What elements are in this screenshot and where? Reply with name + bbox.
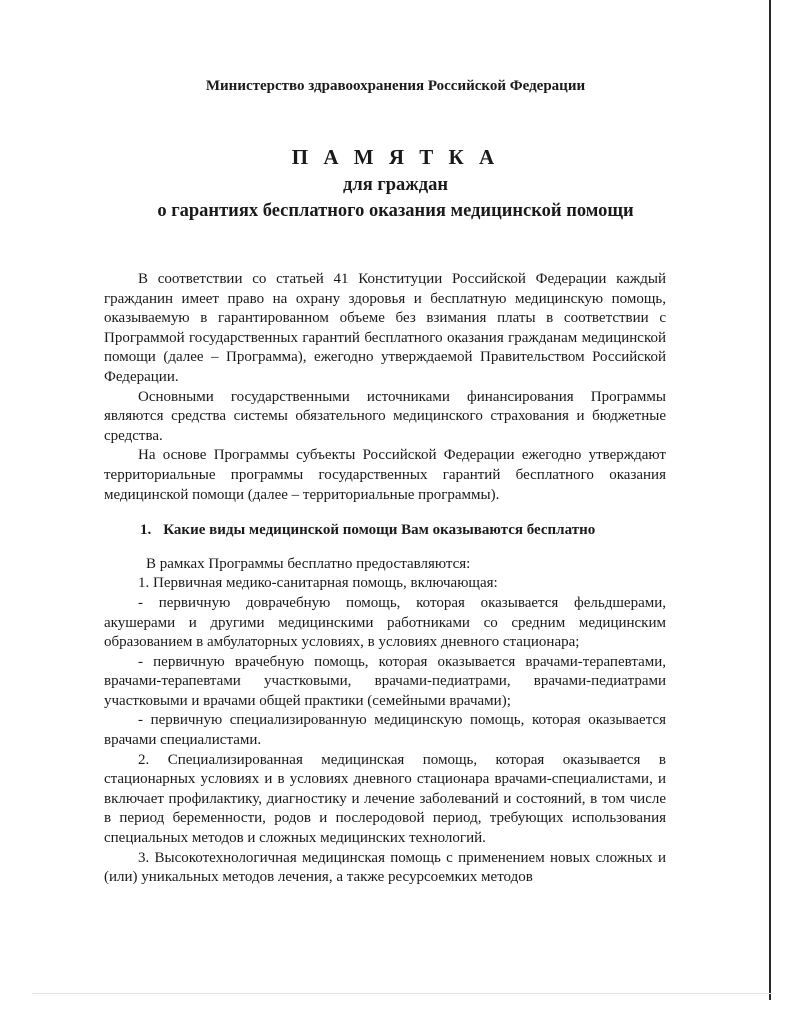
section-paragraph: 1. Первичная медико-санитарная помощь, включающая: [138,575,498,592]
section-paragraph: - первичную специализированную медицинскую помощь, которая оказывается врачами специалистами. [104,712,666,749]
section-paragraph: 3. Высокотехнологичная медицинская помощь с применением новых сложных и (или) уникальных методов лечения, а также ресурсоемких методов [104,849,666,886]
intro-paragraph: Основными государственными источниками финансирования Программы являются средства системы обязательного медицинского страхования и бюджетные средства. [104,388,666,444]
section-number: 1. [140,522,152,539]
section-title: Какие виды медицинской помощи Вам оказываются бесплатно [163,522,596,539]
section-heading [104,521,666,541]
document-subtitle-2: о гарантиях бесплатного оказания медицинской помощи [157,201,634,221]
section-paragraph: 2. Специализированная медицинская помощь, которая оказывается в стационарных условиях и в условиях дневного стационара врачами-специалистами, и включает профилактику, диагностику и лечение заболеваний и состояний, в том числе в период беременности, родов и послеродовой период, требующих использования специальных методов и сложных медицинских технологий. [104,751,666,847]
document-title: П А М Я Т К А [291,145,500,169]
intro-paragraph: На основе Программы субъекты Российской Федерации ежегодно утверждают территориальные программы государственных гарантий бесплатного оказания медицинской помощи (далее – территориальные программы). [104,447,666,503]
section-paragraph: В рамках Программы бесплатно предоставляются: [146,555,471,572]
ministry-heading: Министерство здравоохранения Российской Федерации [205,78,586,94]
intro-paragraph: В соответствии со статьей 41 Конституции Российской Федерации каждый гражданин имеет право на охрану здоровья и бесплатную медицинскую помощь, оказываемую в гарантированном объеме без взимания платы в соответствии с Программой государственных гарантий бесплатного оказания гражданам медицинской помощи (далее – Программа), ежегодно утверждаемой Правительством Российской Федерации. [104,271,666,385]
document-subtitle-1: для граждан [343,175,448,195]
scan-bottom-rule [32,993,772,994]
section-paragraph: - первичную доврачебную помощь, которая оказывается фельдшерами, акушерами и другими медицинскими работниками со средним медицинским образованием в амбулаторных условиях, в условиях дневного стационара; [104,594,666,651]
section-paragraph: - первичную врачебную помощь, которая оказывается врачами-терапевтами, врачами-терапевтами участковыми, врачами-педиатрами, врачами-педиатрами участковыми и врачами общей практики (семейными врачами); [104,653,666,709]
document-body [104,270,666,888]
